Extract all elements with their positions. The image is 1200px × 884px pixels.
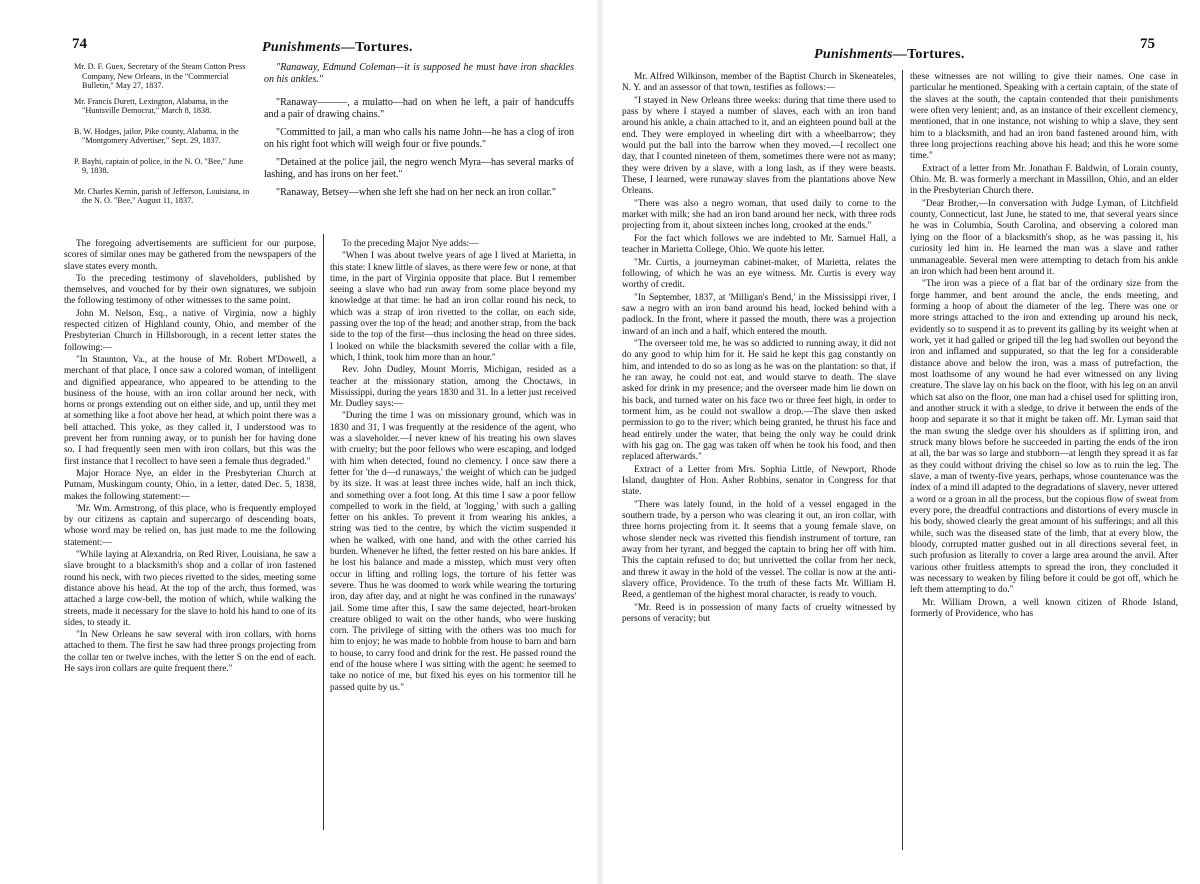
column-rule: [902, 70, 903, 850]
paragraph: "In September, 1837, at 'Milligan's Bend,' in the Mississippi river, I saw a negro with an iron band around his head, locked behind with a padlock. In the front, where it passed the mouth, there was a projection inward of an inch and a half, which entered the mouth.: [622, 292, 896, 337]
ad-text: "Ranaway, Edmund Coleman—it is supposed he must have iron shackles on his ankles.": [264, 62, 574, 85]
running-head: [262, 40, 413, 56]
paragraph: "I stayed in New Orleans three weeks: during that time there used to pass by where I stayed a number of slaves, each with an iron band around his ankle, a chain attached to it, and an eighteen pound ball at the end. They were employed in wheeling dirt with a wheelbarrow; they would put the ball into the barrow when they moved.—I recollect one day, that I counted nineteen of them, sometimes there were not as many; they were driven by a slave, with a long lash, as if they were beasts. These, I learned, were runaway slaves from the plantations above New Orleans.: [622, 95, 896, 197]
paragraph: "During the time I was on missionary ground, which was in 1830 and 31, I was frequently at the residence of the agent, who was a slaveholder.—I never knew of his treating his own slaves with cruelty; but the poor fellows who were escaping, and lodged with him when detected, found no clemency. I once saw there a fetter for 'the d—d runaways,' the weight of which can be judged by its size. It was at least three inches wide, half an inch thick, and something over a foot long. At this time I saw a poor fellow compelled to work in the field, at 'logging,' with such a galling fetter on his ankles. To prevent it from wearing his ankles, a string was tied to the centre, by which the victim suspended it when he walked, with one hand, and with the other carried his burden. Whenever he lifted, the fetter rested on his bare ankles. If he lost his balance and made a misstep, which must very often occur in lifting and rolling logs, the torture of his fetter was severe. Thus he was doomed to work while wearing the torturing iron, day after day, and at night he was confined in the runaways' jail. Some time after this, I saw the same dejected, heart-broken creature obliged to wait on the other hands, who were husking corn. The privilege of sitting with the others was too much for him to enjoy; he was made to hobble from house to barn and barn to house, to carry food and drink for the rest. He passed round the end of the house where I was sitting with the agent: he seemed to take no notice of me, but fixed his eyes on his tormentor till he passed quite by us.": [330, 411, 576, 693]
advertisement: [74, 127, 574, 151]
running-head-italic: Punishments: [814, 47, 893, 62]
ad-source: Mr. D. F. Guex, Secretary of the Steam Cotton Press Company, New Orleans, in the "Commercial Bulletin," May 27, 1837.: [74, 62, 246, 91]
paragraph: "When I was about twelve years of age I lived at Marietta, in this state: I knew little of slaves, as there were few or none, at that time, in the part of Virginia opposite that place. But I remember seeing a slave who had run away from some place beyond my knowledge at that time: he had an iron collar round his neck, to which was a strap of iron rivetted to the collar, on each side, passing over the top of the head; and another strap, from the back side to the top of the first—thus inclosing the head on three sides. I looked on while the blacksmith severed the collar with a file, which, I think, took him more than an hour.": [330, 251, 576, 363]
paragraph: Rev. John Dudley, Mount Morris, Michigan, resided as a teacher at the missionary station, among the Choctaws, in Mississippi, during the years 1830 and 31. In a letter just received Mr. Dudley says:—: [330, 365, 576, 410]
text-column-1: [622, 72, 896, 626]
ad-text: "Ranaway———, a mulatto—had on when he left, a pair of handcuffs and a pair of drawing chains.": [264, 96, 574, 120]
paragraph: Extract of a Letter from Mrs. Sophia Little, of Newport, Rhode Island, daughter of Hon. Asher Robbins, senator in Congress for that state.: [622, 464, 896, 498]
paragraph: To the preceding testimony of slaveholders, published by themselves, and vouched for by their own signatures, we subjoin the following testimony of other witnesses to the same point.: [64, 273, 316, 307]
text-column-2: [330, 239, 576, 694]
paragraph: "Dear Brother,—In conversation with Judge Lyman, of Litchfield county, Connecticut, last June, he stated to me, that several years since he was in Columbia, South Carolina, and observing a colored man lying on the floor of a blacksmith's shop, as he was passing it, his curiosity led him in. He learned the man was a slave and rather unmanageable. Several men were attempting to detach from his ankle an iron which had been bent around it.: [910, 198, 1178, 277]
paragraph: "The iron was a piece of a flat bar of the ordinary size from the forge hammer, and bent around the ancle, the ends meeting, and forming a hoop of about the diameter of the leg. There was one or more strings attached to the iron and extending up around his neck, evidently so to suspend it as to prevent its galling by its weight when at work, yet it had galled or griped till the leg had swollen out beyond the iron and inflamed and suppurated, so that the leg for a considerable distance above and below the iron, was a mass of putrefaction, the most loathsome of any wound he had ever witnessed on any living creature. The slave lay on his back on the floor, with his leg on an anvil which sat also on the floor, one man had a chisel used for splitting iron, and another struck it with a sledge, to drive it between the ends of the hoop and separate it so that it might be taken off. Mr. Lyman said that the man swung the sledge over his shoulders as if splitting iron, and struck many blows before he succeeded in parting the ends of the iron at all, the bar was so large and stubborn—at length they spread it as far as they could without driving the chisel so low as to ruin the leg. The slave, a man of twenty-five years, perhaps, whose countenance was the index of a mind ill adapted to the degradations of slavery, never uttered a word or a groan in all the process, but the copious flow of sweat from every pore, the dreadful contractions and distortions of every muscle in his body, showed clearly the great amount of his sufferings; and all this while, such was the diseased state of the limb, that at every blow, the bloody, corrupted matter gushed out in all directions several feet, in such profusion as literally to cover a large area around the anvil. After various other fruitless attempts to spread the iron, they concluded it was necessary to weaken by filing before it could be got off, which he left them attempting to do.": [910, 279, 1178, 596]
paragraph: To the preceding Major Nye adds:—: [342, 239, 479, 249]
advertisement: [74, 187, 574, 206]
ad-source: B. W. Hodges, jailor, Pike county, Alabama, in the "Montgomery Advertiser," Sept. 29, 1837.: [74, 126, 239, 146]
running-head-italic: Punishments: [262, 40, 341, 55]
ad-text: "Ranaway, Betsey—when she left she had on her neck an iron collar.": [276, 186, 556, 198]
page-number: 74: [72, 36, 87, 52]
page-number: 75: [1140, 36, 1155, 52]
ad-source: Mr. Francis Durett, Lexington, Alabama, in the "Huntsville Democrat," March 8, 1838.: [74, 96, 229, 116]
ad-source: Mr. Charles Kernin, parish of Jefferson, Louisiana, in the N. O. "Bee," August 11, 1837.: [74, 186, 250, 206]
paragraph: 'Mr. Wm. Armstrong, of this place, who is frequently employed by our citizens as captain and supercargo of descending boats, whose word may be relied on, has just made to me the following statement:—: [64, 503, 316, 548]
paragraph: Extract of a letter from Mr. Jonathan F. Baldwin, of Lorain county, Ohio. Mr. B. was formerly a merchant in Massillon, Ohio, and an elder in the Presbyterian Church there.: [910, 163, 1178, 197]
right-page: [600, 0, 1200, 884]
paragraph: "Mr. Curtis, a journeyman cabinet-maker, of Marietta, relates the following, of which he was an eye witness. Mr. Curtis is every way worthy of credit.: [622, 257, 896, 291]
paragraph: "In Staunton, Va., at the house of Mr. Robert M'Dowell, a merchant of that place, I once saw a colored woman, of intelligent and dignified appearance, who appeared to be attending to the business of the house, with an iron collar around her neck, with horns or prongs extending out on either side, and up, until they met at something like a foot above her head, at which point there was a bell attached. This yoke, as they called it, I understood was to prevent her from running away, or to punish her for having done so. I had frequently seen men with iron collars, but this was the first instance that I recollect to have seen a female thus degraded.": [64, 354, 316, 467]
running-head: [814, 47, 965, 63]
ad-text: "Committed to jail, a man who calls his name John—he has a clog of iron on his right foot which will weigh four or five pounds.": [264, 126, 574, 150]
paragraph: John M. Nelson, Esq., a native of Virginia, now a highly respected citizen of Highland county, Ohio, and member of the Presbyterian Church in Hillsborough, in a recent letter states the following:—: [64, 308, 316, 353]
paragraph: For the fact which follows we are indebted to Mr. Samuel Hall, a teacher in Marietta College, Ohio. We quote his letter.: [622, 233, 896, 256]
text-column-2: [910, 72, 1178, 621]
paragraph: "While laying at Alexandria, on Red River, Louisiana, he saw a slave brought to a blacksmith's shop and a collar of iron fastened round his neck, with two pieces rivetted to the sides, meeting some distance above his head. At the top of the arch, thus formed, was attached a large cow-bell, the motion of which, while walking the streets, made it necessary for the slave to hold his hand to one of its sides, to steady it.: [64, 550, 316, 628]
column-rule: [323, 234, 324, 830]
advertisement: [74, 157, 574, 181]
ad-source: P. Bayhi, captain of police, in the N. O. "Bee," June 9, 1838.: [74, 156, 244, 176]
paragraph: "There was lately found, in the hold of a vessel engaged in the southern trade, by a person who was clearing it out, an iron collar, with three horns projecting from it. It seems that a young female slave, on whose slender neck was rivetted this fiendish instrument of torture, ran away from her tyrant, and begged the captain to bring her off with him. This the captain refused to do; but unrivetted the collar from her neck, and threw it away in the hold of the vessel. The collar is now at the anti-slavery office, Providence. To the truth of these facts Mr. William H. Reed, a gentleman of the highest moral character, is ready to vouch.: [622, 499, 896, 601]
paragraph: The foregoing advertisements are sufficient for our purpose, scores of similar ones may be gathered from the newspapers of the slave states every month.: [64, 239, 316, 272]
advertisement: [74, 62, 574, 91]
running-head-plain: —Tortures.: [892, 47, 965, 62]
advertisement: [74, 97, 574, 121]
paragraph: "Mr. Reed is in possession of many facts of cruelty witnessed by persons of veracity; but: [622, 602, 896, 625]
paragraph: Mr. Alfred Wilkinson, member of the Baptist Church in Skeneateles, N. Y. and an assessor of that town, testifies as follows:—: [622, 72, 896, 94]
paragraph: "The overseer told me, he was so addicted to running away, it did not do any good to whip him for it. He said he kept this gag constantly on him, and intended to do so as long as he was on the plantation: so that, if he ran away, he could not eat, and would starve to death. The slave asked for drink in my presence; and the overseer made him lie down on his back, and turned water on his face two or three feet high, in order to torment him, as he could not swallow a drop.—The slave then asked permission to go to the river; which being granted, he thrust his face and head entirely under the water, that being the only way he could drink with his gag on. The gag was taken off when he took his food, and then replaced afterwards.": [622, 338, 896, 463]
paragraph: these witnesses are not willing to give their names. One case in particular he mentioned. Speaking with a certain captain, of the state of the slaves at the south, the captain contended that their punishments were often very lenient; and, as an instance of their excellent clemency, mentioned, that in one instance, not wishing to whip a slave, they sent him to a blacksmith, and had an iron band fastened around him, with three long projections reaching above his head; and this he wore some time.": [910, 72, 1178, 162]
paragraph: "There was also a negro woman, that used daily to come to the market with milk; she had an iron band around her neck, with three rods projecting from it, about sixteen inches long, crooked at the ends.": [622, 198, 896, 232]
advertisement-list: [74, 62, 574, 212]
paragraph: Mr. William Drown, a well known citizen of Rhode Island, formerly of Providence, who has: [910, 597, 1178, 620]
paragraph: Major Horace Nye, an elder in the Presbyterian Church at Putnam, Muskingum county, Ohio, in a letter, dated Dec. 5, 1838, makes the following statement:—: [64, 468, 316, 502]
paragraph: "In New Orleans he saw several with iron collars, with horns attached to them. The first he saw had three prongs projecting from the collar ten or twelve inches, with the letter S on the end of each. He says iron collars are quite frequent there.": [64, 630, 316, 674]
text-column-1: [64, 239, 316, 675]
ad-text: "Detained at the police jail, the negro wench Myra—has several marks of lashing, and has irons on her feet.": [264, 156, 574, 180]
running-head-plain: —Tortures.: [340, 40, 413, 55]
